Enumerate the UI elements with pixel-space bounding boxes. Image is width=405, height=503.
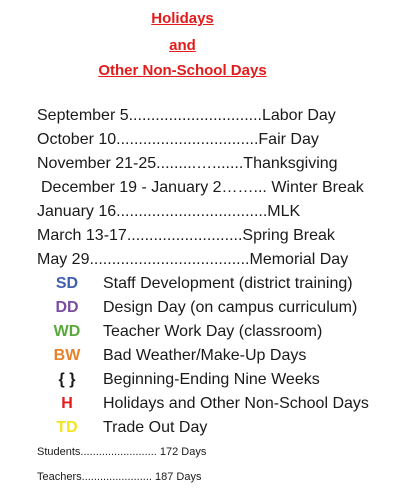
students-count: Students......................... 172 Days (37, 446, 207, 458)
teachers-count: Teachers....................... 187 Days (37, 471, 202, 483)
legend-desc: Design Day (on campus curriculum) (103, 299, 358, 316)
legend-desc: Staff Development (district training) (103, 275, 353, 292)
holiday-row: September 5..............................Labor Day (37, 107, 336, 124)
holiday-row: November 21-25.........….......Thanksgiving (37, 155, 338, 172)
legend-code: BW (53, 347, 81, 364)
holiday-row: March 13-17..........................Spring Break (37, 227, 335, 244)
holiday-row: December 19 - January 2……... Winter Break (41, 179, 364, 196)
legend-code: DD (55, 299, 79, 316)
legend-code: { } (58, 371, 76, 388)
legend-code: H (61, 395, 73, 412)
legend-desc: Bad Weather/Make-Up Days (103, 347, 307, 364)
title-line-3: Other Non-School Days (98, 62, 267, 79)
legend-code: SD (55, 275, 79, 292)
legend-desc: Trade Out Day (103, 419, 208, 436)
legend-desc: Teacher Work Day (classroom) (103, 323, 323, 340)
legend-desc: Beginning-Ending Nine Weeks (103, 371, 320, 388)
legend-code: TD (56, 419, 78, 436)
holiday-row: October 10................................Fair Day (37, 131, 319, 148)
holiday-row: May 29....................................Memorial Day (37, 251, 349, 268)
holiday-row: January 16..................................MLK (37, 203, 301, 220)
legend-desc: Holidays and Other Non-School Days (103, 395, 369, 412)
title-line-2: and (169, 37, 196, 54)
legend-code: WD (53, 323, 81, 340)
title-line-1: Holidays (151, 10, 214, 27)
